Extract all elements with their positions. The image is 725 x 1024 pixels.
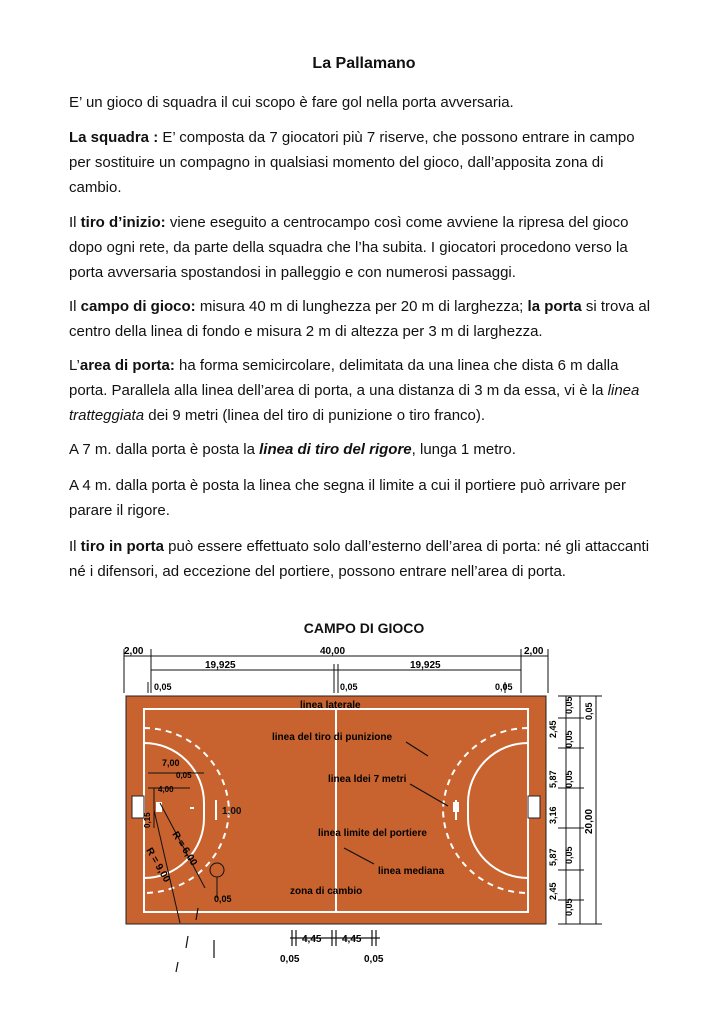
right-dimension-lines: [558, 696, 602, 924]
dim-005-g: 0,05: [364, 954, 384, 965]
campo-text1: misura 40 m di lunghezza per 20 m di larghezza;: [195, 298, 528, 315]
squadra-text: E’ composta da 7 giocatori più 7 riserve, che possono entrare in campo per sostituire un compagno in qualsiasi momento del gioco, dall’apposita zona di cambio.: [69, 129, 635, 196]
tiro-porta-pre: Il: [69, 538, 81, 555]
dim-005-c: 0,05: [495, 682, 513, 692]
area-label: area di porta:: [79, 357, 175, 374]
tiro-porta-label: tiro in porta: [80, 538, 164, 555]
right-316: 3,16: [548, 806, 558, 824]
limite-paragraph: A 4 m. dalla porta è posta la linea che segna il limite a cui il portiere può arrivare per parare il rigore.: [69, 477, 626, 519]
tiro-inizio-paragraph: [69, 210, 659, 285]
squadra-paragraph: [69, 125, 659, 200]
tiro-inizio-text: viene eseguito a centrocampo così come avviene la ripresa del gioco dopo ogni rete, da parte della squadra che l’ha subita. I giocatori procedono verso la porta avversaria spostandosi in palleggio e con numerosi passaggi.: [69, 214, 629, 281]
dim-400: 4,00: [158, 785, 174, 794]
right-005-a: 0,05: [564, 696, 574, 714]
dim-445-b: 4,45: [342, 934, 362, 945]
squadra-label: La squadra :: [69, 129, 159, 146]
dim-005-f: 0,05: [280, 954, 300, 965]
dim-445-a: 4,45: [302, 934, 322, 945]
dim-005-a: 0,05: [154, 682, 172, 692]
right-587-a: 5,87: [548, 770, 558, 788]
rigore-paragraph: [69, 437, 659, 462]
tiro-porta-text: può essere effettuato solo dall’esterno dell’area di porta: né gli attaccanti né i difensori, ad eccezione del portiere, possono entrare nell’area di porta.: [69, 538, 650, 580]
intro-paragraph: E’ un gioco di squadra il cui scopo è fare gol nella porta avversaria.: [69, 94, 514, 111]
campo-text2: si trova al centro della linea di fondo e misura 2 m di altezza per 3 m di larghezza.: [69, 298, 651, 340]
figure-title: CAMPO DI GIOCO: [303, 620, 425, 636]
right-587-b: 5,87: [548, 848, 558, 866]
right-245-a: 2,45: [548, 720, 558, 738]
rigore-pre: A 7 m. dalla porta è posta la: [69, 441, 260, 458]
radius-600: R = 6,00: [169, 829, 199, 868]
right-005-b: 0,05: [564, 730, 574, 748]
right-245-b: 2,45: [548, 882, 558, 900]
right-penalty-mark: [453, 802, 459, 812]
dim-2-right: 2,00: [524, 646, 544, 657]
label-limite-portiere: linea limite del portiere: [318, 828, 427, 839]
right-005-c: 0,05: [564, 770, 574, 788]
campo-pre: Il: [69, 298, 81, 315]
right-2000: 20,00: [584, 808, 595, 834]
left-penalty-mark: [156, 802, 162, 812]
dim-40: 40,00: [320, 646, 346, 657]
area-paragraph: [69, 353, 659, 428]
area-text1: ha forma semicircolare, delimitata da una linea che dista 6 m dalla porta. Parallela alla linea dell’area di porta, a una distanza di 3 m da essa, vi è la: [69, 357, 619, 399]
dim-2-left: 2,00: [124, 646, 144, 657]
label-linea-laterale: linea laterale: [300, 700, 361, 711]
right-005-d: 0,05: [564, 846, 574, 864]
dim-700: 7,00: [162, 758, 180, 768]
rigore-label: linea di tiro del rigore: [259, 441, 412, 458]
dim-005-b: 0,05: [340, 682, 358, 692]
rigore-text: , lunga 1 metro.: [411, 441, 516, 458]
label-tiro-punizione: linea del tiro di punizione: [272, 732, 393, 743]
label-zona-cambio: zona di cambio: [290, 886, 363, 897]
porta-label: la porta: [527, 298, 582, 315]
court-diagram: [110, 638, 610, 978]
campo-paragraph: [69, 294, 659, 344]
radius-900: R = 9,00: [143, 846, 172, 885]
dim-005-e: 0,05: [214, 894, 232, 904]
area-pre: L’: [69, 357, 80, 374]
dim-100: 1,00: [222, 806, 242, 817]
campo-label: campo di gioco:: [80, 298, 196, 315]
dim-005-d: 0,05: [176, 771, 192, 780]
tiro-inizio-pre: Il: [69, 214, 81, 231]
dim-19925-left: 19,925: [205, 660, 236, 671]
tiro-porta-paragraph: [69, 534, 659, 584]
label-linea-mediana: linea mediana: [378, 866, 445, 877]
right-005-e: 0,05: [564, 898, 574, 916]
tiro-inizio-label: tiro d’inizio:: [80, 214, 166, 231]
label-sette-metri: linea ldei 7 metri: [328, 774, 407, 785]
dim-015: 0,15: [143, 812, 152, 828]
area-italic: linea tratteggiata: [69, 382, 640, 424]
dim-19925-right: 19,925: [410, 660, 441, 671]
right-goal: [528, 796, 540, 818]
right-005-f: 0,05: [584, 702, 594, 720]
area-text2: dei 9 metri (linea del tiro di punizione o tiro franco).: [144, 407, 486, 424]
page-title: La Pallamano: [312, 55, 416, 72]
